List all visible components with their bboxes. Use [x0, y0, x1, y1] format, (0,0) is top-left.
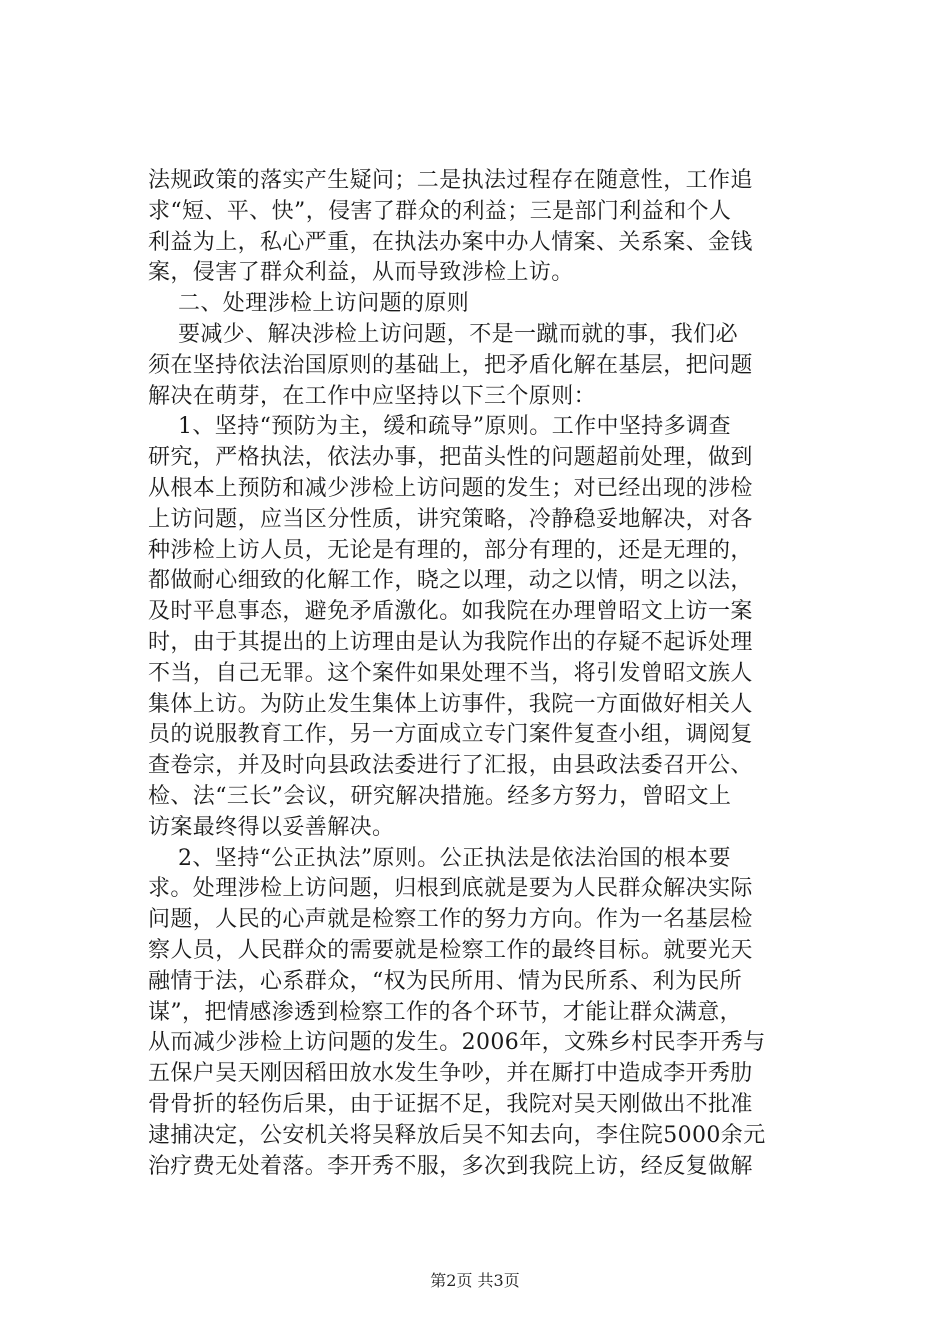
text-line: 查卷宗，并及时向县政法委进行了汇报，由县政法委召开公、	[148, 753, 753, 779]
text-line: 访案最终得以妥善解决。	[148, 814, 395, 840]
text-line: 利益为上，私心严重，在执法办案中办人情案、关系案、金钱	[148, 229, 753, 255]
text-line: 骨骨折的轻伤后果，由于证据不足，我院对吴天刚做出不批准	[148, 1091, 753, 1117]
text-line: 1、坚持“预防为主，缓和疏导”原则。工作中坚持多调查	[178, 414, 731, 440]
text-line: 要减少、解决涉检上访问题，不是一蹴而就的事，我们必	[178, 321, 739, 347]
text-line: 检、法“三长”会议，研究解决措施。经多方努力，曾昭文上	[148, 783, 732, 809]
text-line: 及时平息事态，避免矛盾激化。如我院在办理曾昭文上访一案	[148, 599, 753, 625]
text-line: 从根本上预防和减少涉检上访问题的发生；对已经出现的涉检	[148, 475, 753, 501]
text-line: 员的说服教育工作，另一方面成立专门案件复查小组，调阅复	[148, 722, 753, 748]
text-line: 求“短、平、快”，侵害了群众的利益；三是部门利益和个人	[148, 198, 732, 224]
text-line: 问题，人民的心声就是检察工作的努力方向。作为一名基层检	[148, 907, 753, 933]
text-line: 融情于法，心系群众，“权为民所用、情为民所系、利为民所	[148, 968, 743, 994]
text-line: 解决在萌芽，在工作中应坚持以下三个原则：	[148, 383, 597, 409]
text-line: 求。处理涉检上访问题，归根到底就是要为人民群众解决实际	[148, 876, 753, 902]
text-line: 从而减少涉检上访问题的发生。2006年，文殊乡村民李开秀与	[148, 1030, 766, 1056]
text-line: 察人员，人民群众的需要就是检察工作的最终目标。就要光天	[148, 937, 753, 963]
text-line: 种涉检上访人员，无论是有理的，部分有理的，还是无理的，	[148, 537, 753, 563]
text-line: 逮捕决定，公安机关将吴释放后吴不知去向，李住院5000余元	[148, 1122, 766, 1148]
text-line: 须在坚持依法治国原则的基础上，把矛盾化解在基层，把问题	[148, 352, 753, 378]
text-line: 谋”，把情感渗透到检察工作的各个环节，才能让群众满意，	[148, 999, 743, 1025]
text-line: 都做耐心细致的化解工作，晓之以理，动之以情，明之以法，	[148, 568, 753, 594]
text-line: 集体上访。为防止发生集体上访事件，我院一方面做好相关人	[148, 691, 753, 717]
document-body	[148, 166, 828, 1182]
text-line: 二、处理涉检上访问题的原则	[178, 291, 470, 317]
text-line: 五保户吴天刚因稻田放水发生争吵，并在厮打中造成李开秀肋	[148, 1061, 753, 1087]
text-line: 案，侵害了群众利益，从而导致涉检上访。	[148, 260, 574, 286]
text-line: 上访问题，应当区分性质，讲究策略，冷静稳妥地解决，对各	[148, 506, 753, 532]
text-line: 不当，自己无罪。这个案件如果处理不当，将引发曾昭文族人	[148, 660, 753, 686]
text-line: 研究，严格执法，依法办事，把苗头性的问题超前处理，做到	[148, 445, 753, 471]
text-line: 治疗费无处着落。李开秀不服，多次到我院上访，经反复做解	[148, 1153, 753, 1179]
page-footer: 第2页 共3页	[430, 1271, 520, 1290]
text-line: 2、坚持“公正执法”原则。公正执法是依法治国的根本要	[178, 845, 731, 871]
text-line: 法规政策的落实产生疑问；二是执法过程存在随意性，工作追	[148, 168, 753, 193]
text-line: 时，由于其提出的上访理由是认为我院作出的存疑不起诉处理	[148, 629, 753, 655]
